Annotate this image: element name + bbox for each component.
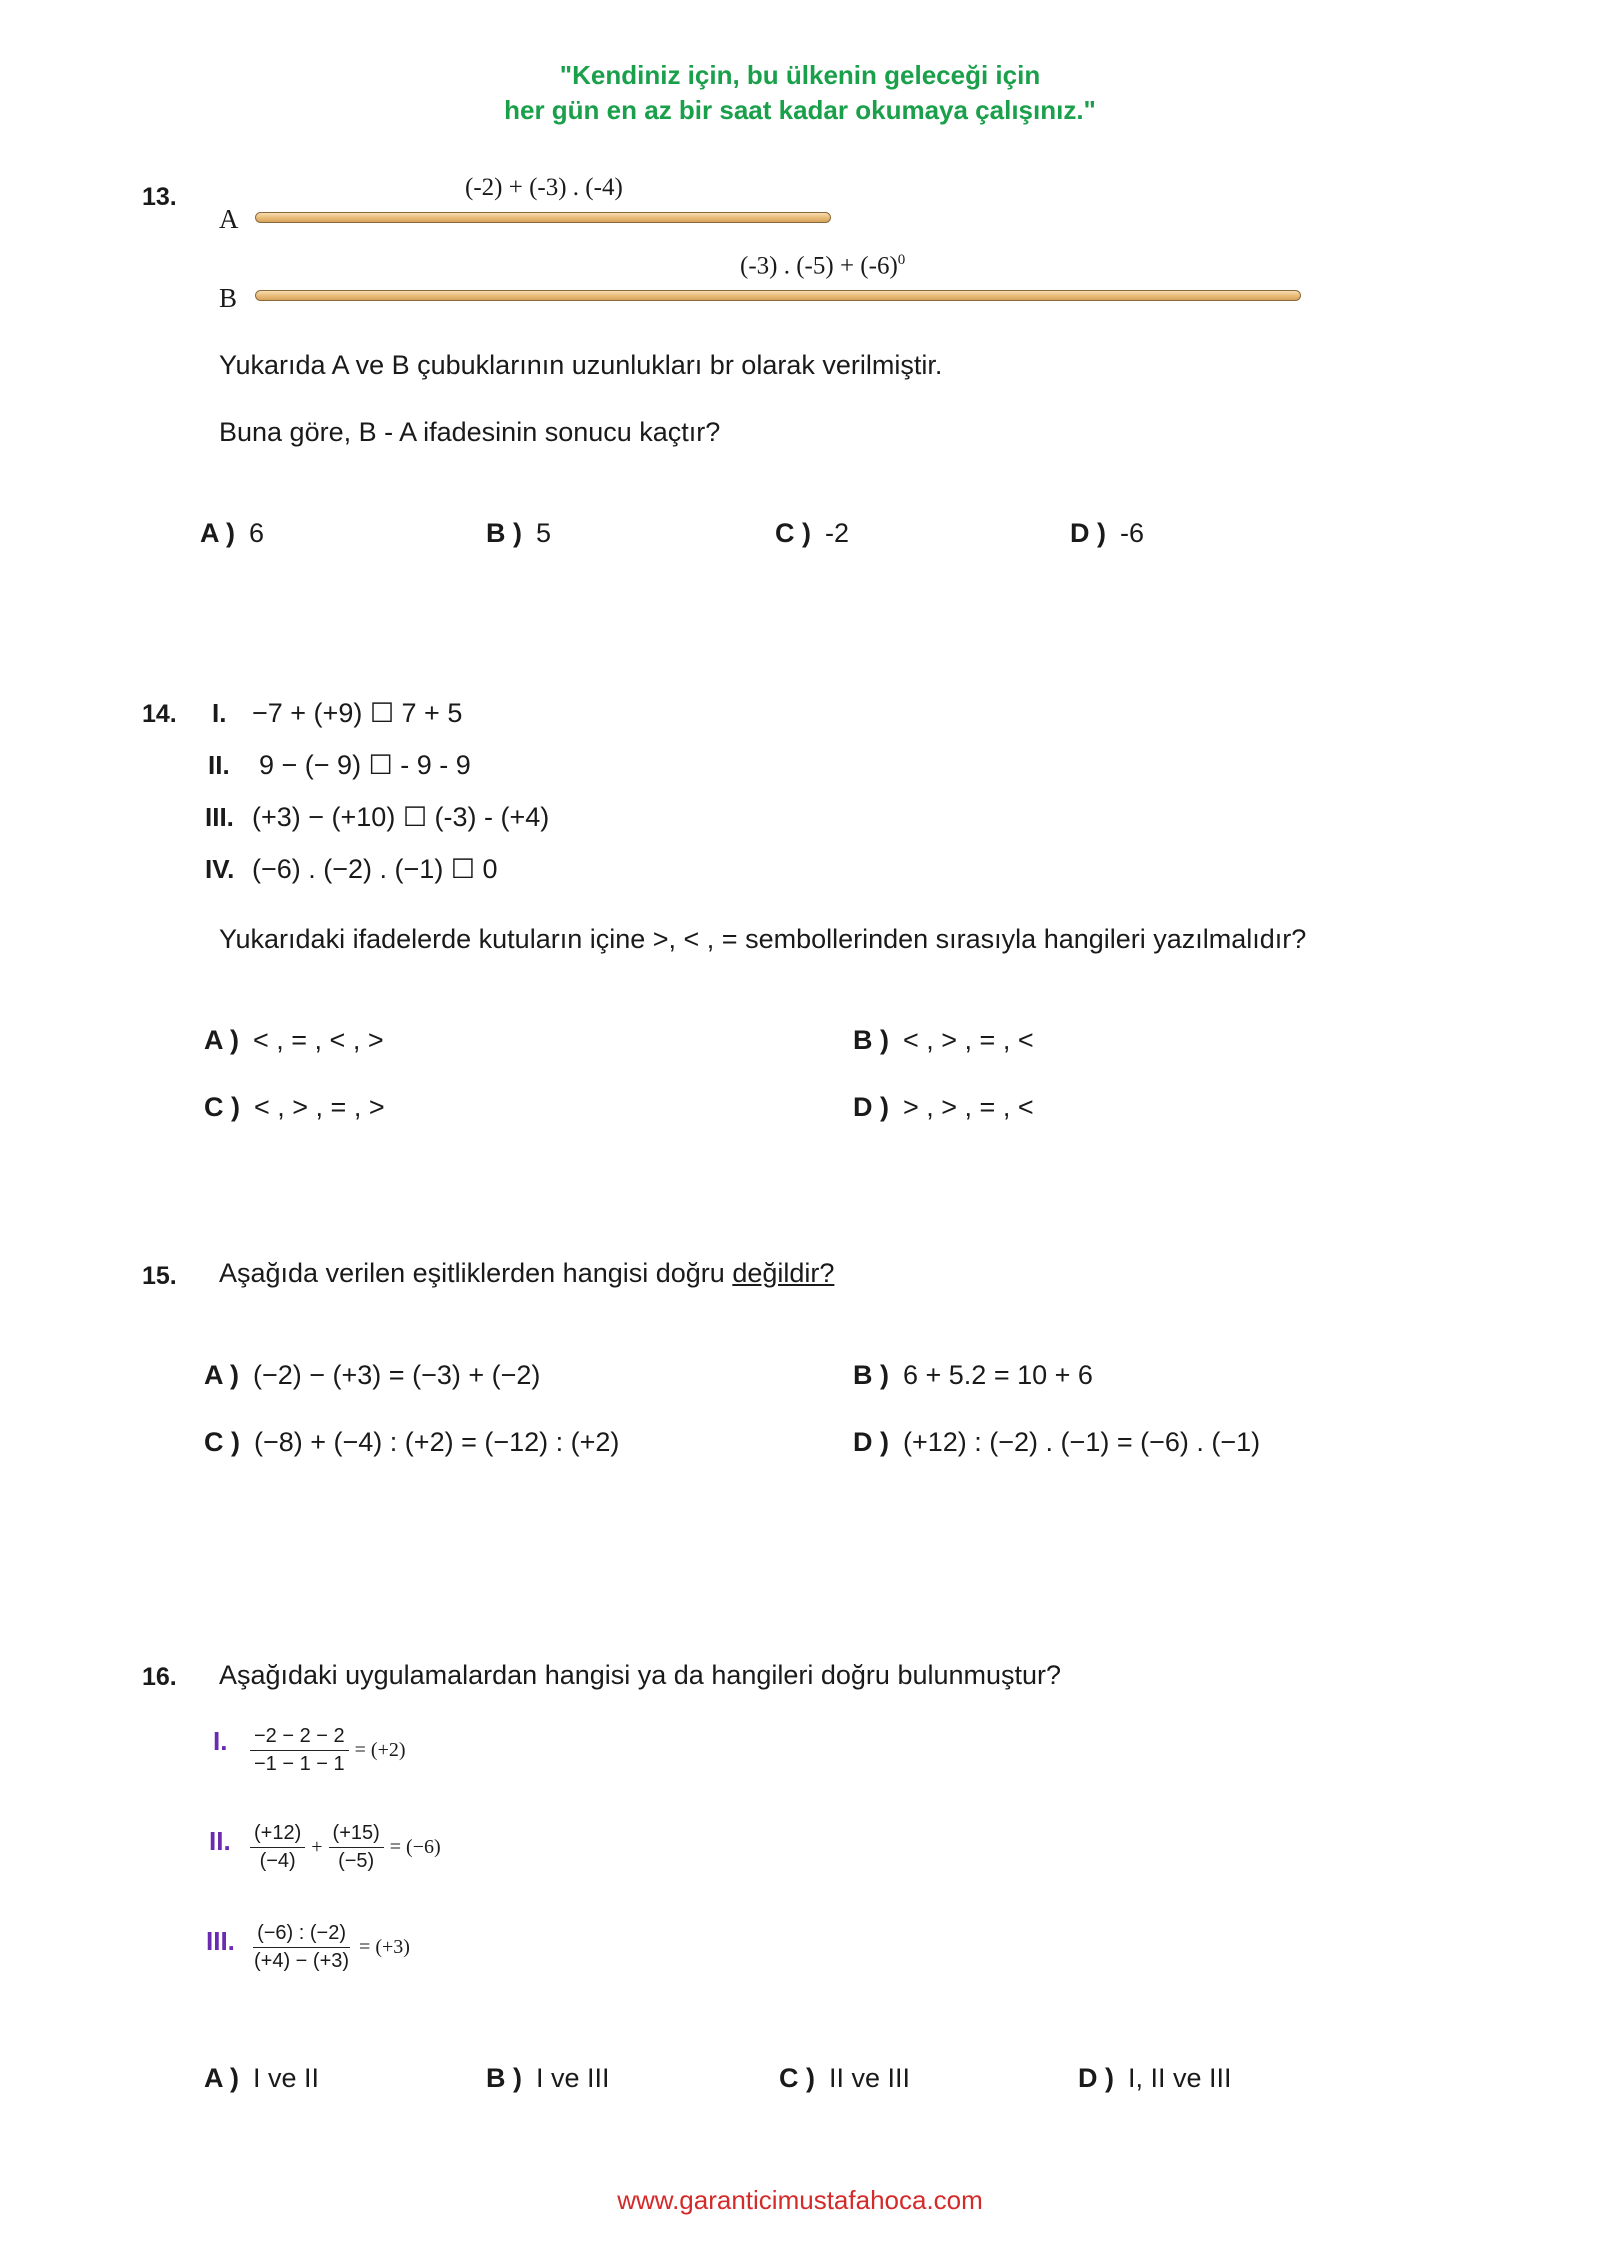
- question-15-number: 15.: [142, 1262, 177, 1290]
- q14-option-b[interactable]: B ) < , > , = , <: [853, 1025, 1034, 1055]
- q16-item-1-roman: I.: [213, 1726, 228, 1756]
- rod-b-label: B: [219, 283, 238, 313]
- q16-item-3-roman: III.: [206, 1926, 235, 1956]
- q15-option-b[interactable]: B ) 6 + 5.2 = 10 + 6: [853, 1360, 1093, 1390]
- header-quote-line1: "Kendiniz için, bu ülkenin geleceği için: [559, 60, 1041, 90]
- q14-item-3-expr: (+3) − (+10) ☐ (-3) - (+4): [252, 802, 550, 832]
- q16-option-a[interactable]: A ) I ve II: [204, 2063, 320, 2093]
- footer-website-link[interactable]: www.garanticimustafahoca.com: [617, 2185, 983, 2215]
- q16-item-1-math: $\frac{-2 - 2 - 2}{-1 - 1 - 1}$ = (+2): [250, 1725, 412, 1776]
- question-16-number: 16.: [142, 1663, 177, 1691]
- question-13-text-1: Yukarıda A ve B çubuklarının uzunlukları br olarak verilmiştir.: [219, 350, 943, 380]
- header-quote: [0, 58, 1600, 128]
- q16-option-d[interactable]: D ) I, II ve III: [1078, 2063, 1232, 2093]
- q14-option-a[interactable]: A ) < , = , < , >: [204, 1025, 384, 1055]
- q14-item-1-expr: −7 + (+9) ☐ 7 + 5: [252, 698, 463, 728]
- q16-item-3-fraction: $\frac{(-6) : (-2)}{(+4) - (+3)}$: [254, 1922, 350, 1972]
- rod-a: [255, 212, 831, 223]
- q16-item-1-fraction: $\frac{-2 - 2 - 2}{-1 - 1 - 1}$: [250, 1725, 349, 1776]
- q15-option-a[interactable]: A ) (−2) − (+3) = (−3) + (−2): [204, 1360, 541, 1390]
- question-15-text: Aşağıda verilen eşitliklerden hangisi doğru değildir?: [219, 1258, 835, 1288]
- q15-option-d[interactable]: D ) (+12) : (−2) . (−1) = (−6) . (−1): [853, 1427, 1261, 1457]
- q16-option-c[interactable]: C ) II ve III: [779, 2063, 911, 2093]
- q13-option-d[interactable]: D ) -6: [1070, 518, 1145, 548]
- question-13-number: 13.: [142, 183, 177, 211]
- q14-item-1-roman: I.: [212, 698, 227, 728]
- q14-item-4-expr: (−6) . (−2) . (−1) ☐ 0: [252, 854, 498, 884]
- q14-item-4-roman: IV.: [205, 854, 235, 884]
- q13-option-c[interactable]: C ) -2: [775, 518, 850, 548]
- question-15-underlined: değildir?: [732, 1258, 835, 1288]
- q13-option-a[interactable]: A ) 6: [200, 518, 265, 548]
- q14-item-2-expr: 9 − (− 9) ☐ - 9 - 9: [259, 750, 471, 780]
- rod-b-expression: (-3) . $(-5) + (-6)^0$: [740, 252, 906, 280]
- question-14-text: Yukarıdaki ifadelerde kutuların içine >, < , = sembollerinden sırasıyla hangileri yazılmalıdır?: [219, 924, 1307, 954]
- question-14-number: 14.: [142, 700, 177, 728]
- q16-item-2-fraction-2: $\frac{(+15)}{(-5)}$: [329, 1822, 384, 1873]
- q16-item-2-roman: II.: [209, 1826, 231, 1856]
- q16-item-3-math: $\frac{(-6) : (-2)}{(+4) - (+3)}$ = (+3): [250, 1922, 416, 1973]
- q13-option-b[interactable]: B ) 5: [486, 518, 552, 548]
- q15-option-c[interactable]: C ) (−8) + (−4) : (+2) = (−12) : (+2): [204, 1427, 620, 1457]
- question-13-text-2: Buna göre, B - A ifadesinin sonucu kaçtır?: [219, 417, 721, 447]
- rod-a-label: A: [219, 204, 239, 234]
- q14-option-d[interactable]: D ) > , > , = , <: [853, 1092, 1034, 1122]
- q16-item-2-fraction-1: $\frac{(+12)}{(-4)}$: [250, 1822, 305, 1873]
- question-16-text: Aşağıdaki uygulamalardan hangisi ya da hangileri doğru bulunmuştur?: [219, 1660, 1062, 1690]
- header-quote-line2: her gün en az bir saat kadar okumaya çalışınız.": [504, 95, 1096, 125]
- q14-item-2-roman: II.: [208, 750, 230, 780]
- rod-b: [255, 290, 1301, 301]
- rod-a-expression: (-2) + (-3) . (-4): [465, 174, 623, 201]
- q16-option-b[interactable]: B ) I ve III: [486, 2063, 610, 2093]
- q14-item-3-roman: III.: [205, 802, 234, 832]
- q16-item-2-math: $\frac{(+12)}{(-4)}$ + $\frac{(+15)}{(-5)}$ = (−6): [250, 1822, 447, 1873]
- q14-option-c[interactable]: C ) < , > , = , >: [204, 1092, 385, 1122]
- rod-b-exponent: 0: [897, 252, 906, 268]
